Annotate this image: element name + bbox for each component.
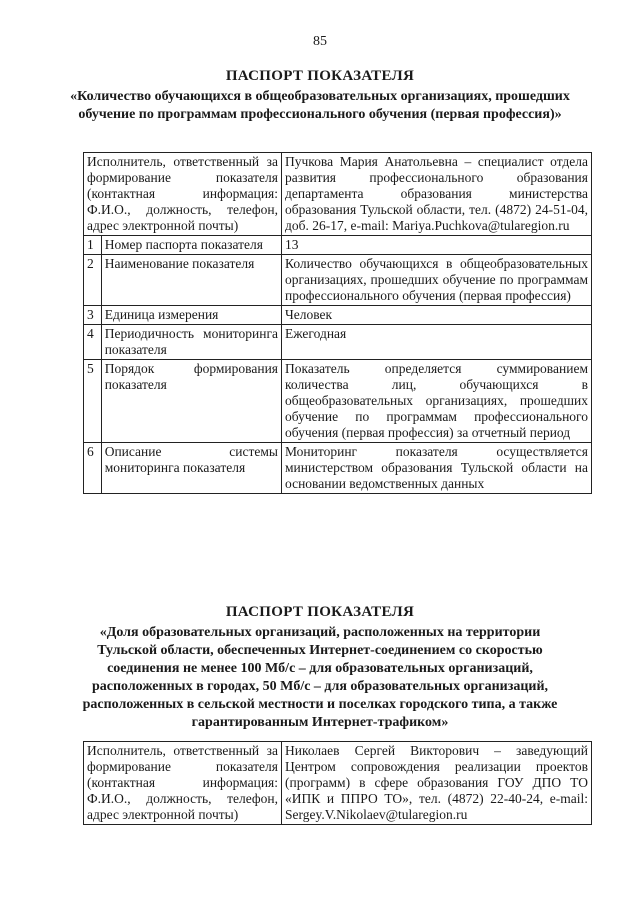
executor-label: Исполнитель, ответственный за формирование показателя (контактная информация: Ф.И.О., должность, телефон, адрес электронной почты) xyxy=(84,742,282,825)
row-number: 4 xyxy=(84,325,102,360)
table-row xyxy=(84,306,592,325)
passport-2-title: ПАСПОРТ ПОКАЗАТЕЛЯ xyxy=(225,604,415,620)
row-number: 6 xyxy=(84,443,102,494)
passport-1-title: ПАСПОРТ ПОКАЗАТЕЛЯ xyxy=(225,68,415,84)
executor-value: Николаев Сергей Викторович – заведующий Центром сопровождения реализации проектов (программ) в сфере образования ГОУ ДПО ТО «ИПК и ППРО ТО», тел. (4872) 22-40-24, e-mail: Sergey.V.Nikolaev@tularegion.ru xyxy=(282,742,592,825)
row-label: Наименование показателя xyxy=(101,255,281,306)
passport-1-table xyxy=(83,152,592,494)
table-row xyxy=(84,255,592,306)
table-row xyxy=(84,360,592,443)
passport-2-subtitle: «Доля образовательных организаций, расположенных на территории Тульской области, обеспеченных Интернет-соединением со скоростью соединения не менее 100 Мб/с – для образовательных организаций, расположенных в городах, 50 Мб/с – для образовательных организаций, расположенных в сельской местности и поселках городского типа, а также гарантированным Интернет-трафиком» xyxy=(82,625,558,730)
row-label: Порядок формирования показателя xyxy=(101,360,281,443)
table-row xyxy=(84,443,592,494)
row-value: Мониторинг показателя осуществляется министерством образования Тульской области на основании ведомственных данных xyxy=(282,443,592,494)
table-row xyxy=(84,236,592,255)
row-label: Единица измерения xyxy=(101,306,281,325)
row-value: Человек xyxy=(282,306,592,325)
table-row xyxy=(84,325,592,360)
passport-1-subtitle: «Количество обучающихся в общеобразовательных организациях, прошедших обучение по программам профессионального обучения (первая профессия)» xyxy=(70,89,570,122)
row-value: Показатель определяется суммированием количества лиц, обучающихся в общеобразовательных организациях, прошедших обучение по программам профессионального обучения (первая профессия) за отчетный период xyxy=(282,360,592,443)
executor-row xyxy=(84,153,592,236)
row-number: 5 xyxy=(84,360,102,443)
executor-row xyxy=(84,742,592,825)
row-number: 2 xyxy=(84,255,102,306)
executor-value: Пучкова Мария Анатольевна – специалист отдела развития профессионального образования департамента образования министерства образования Тульской области, тел. (4872) 24-51-04, доб. 26-17, e-mail: Mariya.Puchkova@tularegion.ru xyxy=(282,153,592,236)
row-number: 3 xyxy=(84,306,102,325)
row-value: Количество обучающихся в общеобразовательных организациях, прошедших обучение по программам профессионального обучения (первая профессия) xyxy=(282,255,592,306)
row-number: 1 xyxy=(84,236,102,255)
passport-2-table xyxy=(83,741,592,825)
row-value: Ежегодная xyxy=(282,325,592,360)
row-value: 13 xyxy=(282,236,592,255)
row-label: Номер паспорта показателя xyxy=(101,236,281,255)
row-label: Описание системы мониторинга показателя xyxy=(101,443,281,494)
row-label: Периодичность мониторинга показателя xyxy=(101,325,281,360)
executor-label: Исполнитель, ответственный за формирование показателя (контактная информация: Ф.И.О., должность, телефон, адрес электронной почты) xyxy=(84,153,282,236)
page-number: 85 xyxy=(313,34,327,49)
